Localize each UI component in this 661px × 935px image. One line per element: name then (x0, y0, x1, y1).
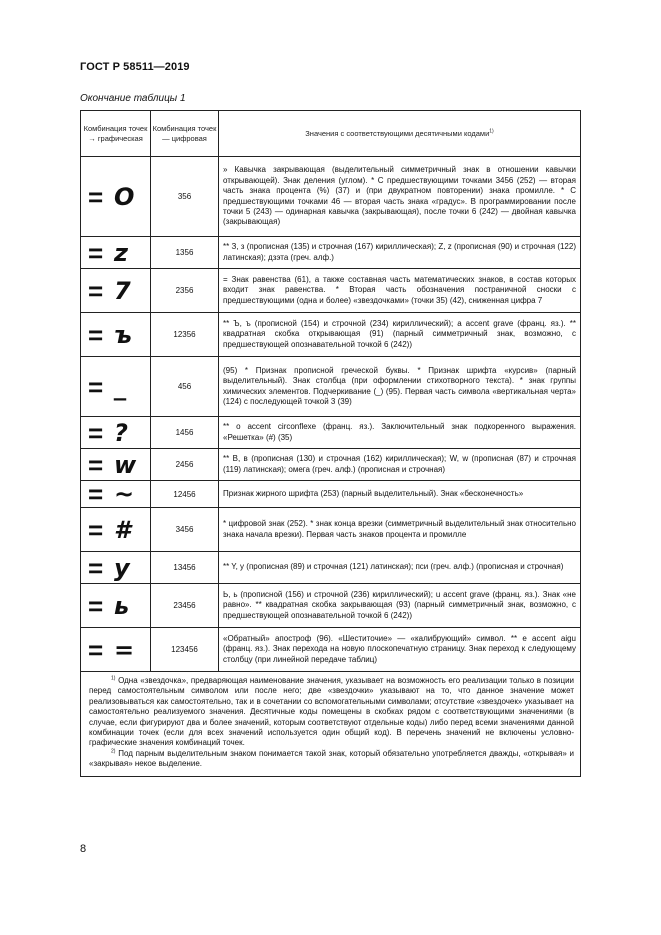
table-header-row (81, 111, 581, 157)
table-row (81, 481, 581, 508)
col-header-values (219, 111, 581, 157)
value-description: «Обратный» апостроф (96). «Шеститочие» — «калибрующий» символ. ** e accent aigu (франц. яз.). Знак перехода на новую плоскопечатную страницу. Знак переход к следующему столбцу (при линейной передаче таблиц) (219, 628, 581, 672)
braille-glyph: # (114, 515, 131, 544)
dot-code: 3456 (151, 508, 219, 552)
eq-sign: = (88, 237, 104, 268)
table-row (81, 357, 581, 417)
braille-graphic-cell (81, 552, 151, 584)
footnote-2-mark: 2) (111, 748, 116, 755)
table-row (81, 552, 581, 584)
braille-graphic-cell (81, 584, 151, 628)
footnotes-cell (81, 672, 581, 777)
value-description: Признак жирного шрифта (253) (парный выделительный). Знак «бесконечность» (219, 481, 581, 508)
footnote-1-mark: 1) (111, 675, 116, 682)
dot-code: 13456 (151, 552, 219, 584)
value-description: ** З, з (прописная (135) и строчная (167) кириллическая); Z, z (прописная (90) и строчная (122) латинская); дзэта (греч. алф.) (219, 237, 581, 269)
braille-graphic-cell (81, 157, 151, 237)
table-row (81, 417, 581, 449)
braille-graphic-cell (81, 313, 151, 357)
braille-glyph: O (114, 182, 135, 211)
braille-graphic-cell (81, 449, 151, 481)
value-description: * цифровой знак (252). * знак конца врезки (симметричный выделительный знак относительно знака начала врезки). Первая часть знаков процента и промилле (219, 508, 581, 552)
dot-code: 1456 (151, 417, 219, 449)
value-description: ** Y, y (прописная (89) и строчная (121) латинская); пси (греч. алф.) (прописная и строчная) (219, 552, 581, 584)
braille-glyph: = (114, 635, 135, 664)
footnote-2 (89, 749, 574, 770)
footnotes-row (81, 672, 581, 777)
value-description: (95) * Признак прописной греческой буквы. * Признак шрифта «курсив» (парный выделительный). Знак столбца (при оформлении стихотворного текста). * знак группы химических элементов. Подчеркивание (_) (95). Первая часть символа «вертикальная черта» (124) с последующей точкой 3 (39) (219, 357, 581, 417)
braille-glyph: 7 (114, 276, 131, 305)
eq-sign: = (88, 371, 104, 402)
footnote-2-text: Под парным выделительным знаком понимается такой знак, который обязательно употребляется дважды, «открывая» и «закрывая» некое выделение. (89, 748, 574, 769)
braille-graphic-cell (81, 481, 151, 508)
braille-graphic-cell (81, 357, 151, 417)
value-description: Ь, ь (прописной (156) и строчной (236) кириллический); u accent grave (франц. яз.). Знак «не равно». ** квадратная скобка закрывающая (93) (парный симметричный знак, возможно, с предшествующей опознавательной точкой 6 (242)) (219, 584, 581, 628)
eq-sign: = (88, 514, 104, 545)
eq-sign: = (88, 449, 104, 480)
braille-glyph: ь (114, 591, 130, 620)
eq-sign: = (88, 319, 104, 350)
braille-graphic-cell (81, 269, 151, 313)
dot-code: 12456 (151, 481, 219, 508)
footnote-ref: 1) (489, 128, 494, 134)
dot-code: 1356 (151, 237, 219, 269)
value-description: » Кавычка закрывающая (выделительный симметричный знак в отношении кавычки открывающей). Знак деления (углом). * С предшествующими точками 3456 (252) — вторая часть знака процента (%) (37) и (при двукратном повторении) знака промилле. * С предшествующими точками 46 — вторая часть знака «градус». В программировании после точки 5 (243) — одинарная кавычка (закрывающая), после точки 6 (242) — двойная кавычка (закрывающая) (219, 157, 581, 237)
dot-code: 12356 (151, 313, 219, 357)
value-description: ** o accent circonflexe (франц. яз.). Заключительный знак подкоренного выражения. «Решетка» (#) (35) (219, 417, 581, 449)
value-description: ** В, в (прописная (130) и строчная (162) кириллическая); W, w (прописная (87) и строчная (119) латинская); омега (греч. алф.) (прописная и строчная) (219, 449, 581, 481)
table-caption: Окончание таблицы 1 (80, 93, 186, 104)
braille-glyph: y (114, 553, 130, 582)
braille-glyph: ~ (114, 480, 135, 508)
document-header: ГОСТ Р 58511—2019 (80, 61, 190, 73)
col-header-digital: Комбинация точек — цифровая (151, 111, 219, 157)
dot-code: 23456 (151, 584, 219, 628)
value-description: = Знак равенства (61), а также составная часть математических знаков, в состав которых входит знак равенства. * Вторая часть обозначения постраничной сноски с предшествующими (одна и более) «звездочками» (точки 35) (42), сниженная цифра 7 (219, 269, 581, 313)
eq-sign: = (88, 479, 104, 509)
footnote-1 (89, 676, 574, 749)
table-row (81, 269, 581, 313)
braille-glyph: _ (114, 372, 126, 401)
eq-sign: = (88, 417, 104, 448)
braille-glyph: ъ (114, 320, 133, 349)
table-row (81, 508, 581, 552)
eq-sign: = (88, 590, 104, 621)
dot-code: 456 (151, 357, 219, 417)
dot-code: 2456 (151, 449, 219, 481)
braille-graphic-cell (81, 628, 151, 672)
value-description: ** Ъ, ъ (прописной (154) и строчной (234) кириллический); a accent grave (франц. яз.). ** квадратная скобка открывающая (91) (парный симметричный знак, возможно, с предшествующей опознавательной точкой 6 (242)) (219, 313, 581, 357)
braille-graphic-cell (81, 237, 151, 269)
eq-sign: = (88, 181, 104, 212)
braille-graphic-cell (81, 508, 151, 552)
table-row (81, 237, 581, 269)
braille-glyph: z (114, 238, 128, 267)
page-number: 8 (80, 843, 87, 855)
table-row (81, 449, 581, 481)
eq-sign: = (88, 552, 104, 583)
eq-sign: = (88, 634, 104, 665)
col-header-graphic: Комбинация точек → графическая (81, 111, 151, 157)
table-row (81, 628, 581, 672)
table-row (81, 157, 581, 237)
braille-glyph: ? (114, 418, 128, 447)
braille-glyph: w (114, 450, 137, 479)
braille-graphic-cell (81, 417, 151, 449)
col-header-values-text: Значения с соответствующими десятичными кодами (305, 128, 490, 138)
eq-sign: = (88, 275, 104, 306)
table-row (81, 584, 581, 628)
braille-table (80, 110, 581, 777)
table-row (81, 313, 581, 357)
dot-code: 123456 (151, 628, 219, 672)
footnote-1-text: Одна «звездочка», предваряющая наименование значения, указывает на возможность его реализации только в позиции перед самостоятельным символом или после него; две «звездочки» указывают на то, что данное значение может реализовываться как самостоятельно, так и в сочетании со вспомогательными символами; отсутствие «звездочек» указывает на самостоятельно реализуемого значения. Десятичные коды помещены в скобках рядом с соответствующими значениями (в случае, если фигурируют два и более значений, которым соответствуют отдельные коды) либо перед всеми значениями данной комбинации точек (если для всех значений используется один общий код). В перечень значений не включены условно-графические значения комбинаций точек. (89, 676, 575, 748)
dot-code: 356 (151, 157, 219, 237)
dot-code: 2356 (151, 269, 219, 313)
